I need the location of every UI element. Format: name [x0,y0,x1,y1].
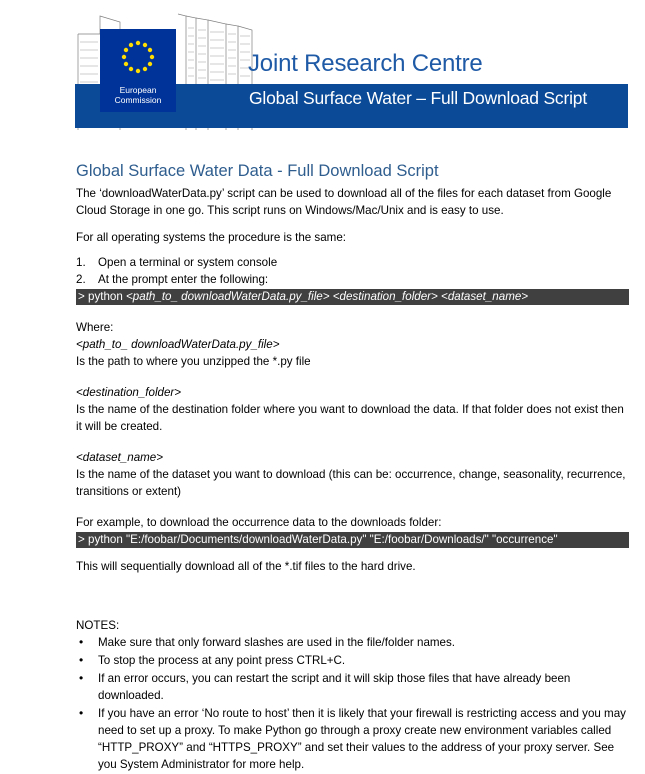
command-arg-destination: <destination_folder> [332,290,438,303]
step-text: Open a terminal or system console [98,256,278,269]
command-arg-dataset: <dataset_name> [441,290,529,303]
param-description: Is the name of the dataset you want to download (this can be: occurrence, change, seasonality, recurrence, transitions or extent) [76,468,626,498]
list-item [76,271,629,288]
intro-paragraph: The ‘downloadWaterData.py’ script can be used to download all of the files for each dataset from Google Cloud Storage in one go. This script runs on Windows/Mac/Unix and is easy to use. [76,187,612,217]
note-text: If an error occurs, you can restart the script and it will skip those files that have already been downloaded. [98,672,571,702]
list-item [76,254,629,271]
list-item [76,705,629,773]
where-label: Where: [76,321,114,334]
document-body [76,160,629,774]
organization-title: Joint Research Centre [248,50,483,77]
bullet-icon: • [79,671,84,685]
param-name: <dataset_name> [76,451,164,464]
step-text: At the prompt enter the following: [98,273,269,286]
step-number: 2. [76,273,86,286]
notes-heading: NOTES: [76,619,120,632]
steps-list [76,254,629,288]
bullet-icon: • [79,635,84,649]
command-example-block: > python "E:/foobar/Documents/downloadWaterData.py" "E:/foobar/Downloads/" "occurrence" [76,532,629,548]
bullet-icon: • [79,653,84,667]
org-line-1: European [119,85,157,95]
commission-label [100,85,176,105]
example-intro: For example, to download the occurrence data to the downloads folder: [76,516,442,529]
notes-list [76,634,629,773]
param-name: <path_to_ downloadWaterData.py_file> [76,338,280,351]
page-header [0,0,645,140]
command-arg-path: <path_to_ downloadWaterData.py_file> [126,290,330,303]
document-heading: Global Surface Water Data - Full Download Script [76,162,439,180]
eu-flag-icon [100,29,176,85]
note-text: To stop the process at any point press CTRL+C. [98,654,346,667]
header-title-area [248,50,483,78]
param-description: Is the name of the destination folder where you want to download the data. If that folder does not exist then it will be created. [76,403,624,433]
procedure-paragraph: For all operating systems the procedure is the same: [76,231,347,244]
param-description: Is the path to where you unzipped the *.py file [76,355,311,368]
org-line-2: Commission [114,95,162,105]
step-number: 1. [76,256,86,269]
document-subtitle: Global Surface Water – Full Download Script [249,88,587,108]
result-paragraph: This will sequentially download all of the *.tif files to the hard drive. [76,560,416,573]
list-item [76,652,629,669]
command-prefix: > python [78,290,127,303]
list-item [76,670,629,704]
note-text: If you have an error ‘No route to host’ then it is likely that your firewall is restricting access and you may need to set up a proxy. To make Python go through a proxy create new environment variables called “HTTP_PROXY” and “HTTPS_PROXY” and set their values to the address of your proxy server. See you System Administrator for more help. [98,707,626,771]
note-text: Make sure that only forward slashes are used in the file/folder names. [98,636,456,649]
eu-logo [100,29,176,112]
bullet-icon: • [79,706,84,720]
command-template-block [76,289,629,305]
list-item [76,634,629,651]
param-name: <destination_folder> [76,386,182,399]
